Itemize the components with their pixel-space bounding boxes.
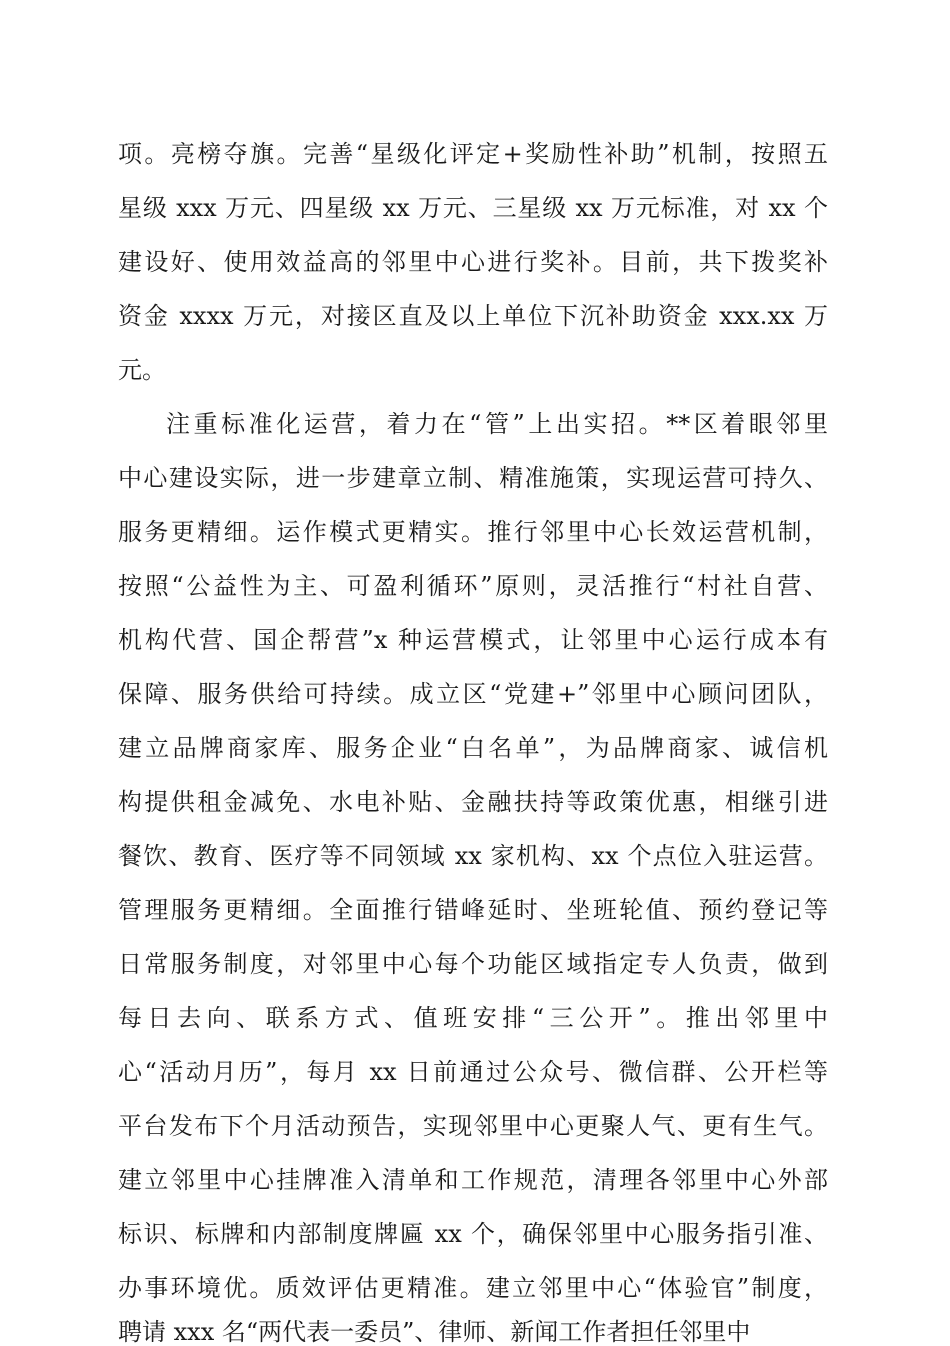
text-line: 平台发布下个月活动预告，实现邻里中心更聚人气、更有生气。 xyxy=(118,1112,828,1140)
text-line: 中心建设实际，进一步建章立制、精准施策，实现运营可持久、 xyxy=(118,464,828,492)
text-line: 每日去向、联系方式、值班安排“三公开”。推出邻里中 xyxy=(118,1004,828,1032)
text-line: 日常服务制度，对邻里中心每个功能区域指定专人负责，做到 xyxy=(118,950,828,978)
text-line: 服务更精细。运作模式更精实。推行邻里中心长效运营机制， xyxy=(118,518,828,546)
text-line: 元。 xyxy=(118,356,166,384)
text-line: 标识、标牌和内部制度牌匾 xx 个，确保邻里中心服务指引准、 xyxy=(118,1220,828,1248)
text-line: 资金 xxxx 万元，对接区直及以上单位下沉补助资金 xxx.xx 万 xyxy=(118,302,828,330)
text-line: 聘请 xxx 名“两代表一委员”、律师、新闻工作者担任邻里中 xyxy=(118,1318,751,1346)
text-line: 建设好、使用效益高的邻里中心进行奖补。目前，共下拨奖补 xyxy=(118,248,828,276)
text-line: 星级 xxx 万元、四星级 xx 万元、三星级 xx 万元标准，对 xx 个 xyxy=(118,194,828,222)
text-line: 注重标准化运营，着力在“管”上出实招。**区着眼邻里 xyxy=(166,410,828,438)
text-line: 机构代营、国企帮营”x 种运营模式，让邻里中心运行成本有 xyxy=(118,626,828,654)
text-line: 办事环境优。质效评估更精准。建立邻里中心“体验官”制度， xyxy=(118,1274,828,1302)
text-line: 建立邻里中心挂牌准入清单和工作规范，清理各邻里中心外部 xyxy=(118,1166,828,1194)
text-line: 餐饮、教育、医疗等不同领域 xx 家机构、xx 个点位入驻运营。 xyxy=(118,842,828,870)
text-line: 保障、服务供给可持续。成立区“党建+”邻里中心顾问团队， xyxy=(118,680,828,708)
text-line: 管理服务更精细。全面推行错峰延时、坐班轮值、预约登记等 xyxy=(118,896,828,924)
text-line: 构提供租金减免、水电补贴、金融扶持等政策优惠，相继引进 xyxy=(118,788,828,816)
text-line: 建立品牌商家库、服务企业“白名单”，为品牌商家、诚信机 xyxy=(118,734,828,762)
text-line: 按照“公益性为主、可盈利循环”原则，灵活推行“村社自营、 xyxy=(118,572,828,600)
text-line: 心“活动月历”，每月 xx 日前通过公众号、微信群、公开栏等 xyxy=(118,1058,828,1086)
text-line: 项。亮榜夺旗。完善“星级化评定+奖励性补助”机制，按照五 xyxy=(118,140,828,168)
